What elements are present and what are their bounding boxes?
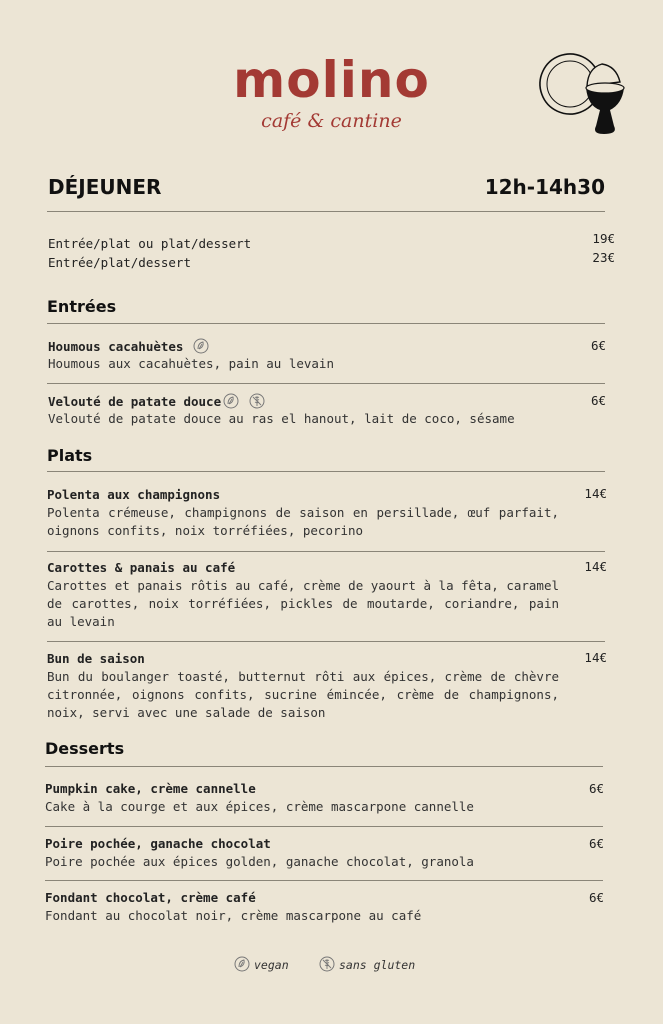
- section-title-entrees: Entrées: [47, 297, 117, 316]
- brand-tagline: café & cantine: [261, 110, 402, 132]
- menu-item-name: Fondant chocolat, crème café: [45, 890, 256, 905]
- menu-item-desc: Cake à la courge et aux épices, crème mascarpone cannelle: [45, 799, 474, 814]
- menu-item-desc: Houmous aux cacahuètes, pain au levain: [48, 356, 334, 371]
- item-price: 14€: [584, 650, 607, 665]
- menu-item-desc: Fondant au chocolat noir, crème mascarpone au café: [45, 908, 422, 923]
- item-price: 6€: [590, 393, 606, 408]
- vegan-leaf-icon: [193, 338, 209, 354]
- legend-gluten-free: [319, 956, 415, 972]
- menu-item-desc: Bun du boulanger toasté, butternut rôti aux épices, crème de chèvre citronnée, oignons confits, sucrine émincée, crème de champignons, noix, servi avec une salade de saison: [47, 669, 559, 720]
- divider: [45, 766, 603, 767]
- menu-item-desc: Poire pochée aux épices golden, ganache chocolat, granola: [45, 854, 474, 869]
- legend-vegan-label: vegan: [254, 958, 289, 972]
- menu-item-name: Pumpkin cake, crème cannelle: [45, 781, 256, 796]
- item-name-text: Velouté de patate douce: [48, 394, 222, 409]
- menu-item-desc: Velouté de patate douce au ras el hanout, lait de coco, sésame: [48, 411, 515, 426]
- menu-item-name: [48, 393, 265, 409]
- divider: [47, 383, 605, 384]
- legend-vegan: [234, 956, 289, 972]
- divider: [47, 551, 605, 552]
- menu-item-desc: Polenta crémeuse, champignons de saison en persillade, œuf parfait, oignons confits, noix torréfiées, pecorino: [47, 505, 559, 538]
- menu-item-name: Bun de saison: [47, 651, 145, 666]
- vegan-leaf-icon: [223, 393, 239, 409]
- item-name-text: Houmous cacahuètes: [48, 339, 184, 354]
- formula-price: 19€: [592, 231, 615, 246]
- menu-item-desc: Carottes et panais rôtis au café, crème de yaourt à la fêta, caramel de carottes, noix torréfiées, pickles de moutarde, coriandre, pain au levain: [47, 578, 559, 629]
- menu-item-name: Polenta aux champignons: [47, 487, 221, 502]
- formula-price: 23€: [592, 250, 615, 265]
- item-price: 6€: [590, 338, 606, 353]
- item-price: 6€: [588, 781, 604, 796]
- divider: [45, 880, 603, 881]
- divider: [47, 471, 605, 472]
- formula-label: Entrée/plat ou plat/dessert: [48, 236, 252, 251]
- item-price: 6€: [588, 890, 604, 905]
- gluten-free-wheat-icon: [319, 956, 335, 972]
- vegan-leaf-icon: [234, 956, 250, 972]
- divider: [47, 323, 605, 324]
- gluten-free-wheat-icon: [249, 393, 265, 409]
- egg-cup-illustration: [532, 46, 632, 138]
- formula-label: Entrée/plat/dessert: [48, 255, 191, 270]
- item-price: 14€: [584, 486, 607, 501]
- menu-item-name: [48, 338, 209, 354]
- section-title-plats: Plats: [47, 446, 93, 465]
- section-title-desserts: Desserts: [45, 739, 125, 758]
- item-price: 14€: [584, 559, 607, 574]
- divider: [45, 826, 603, 827]
- menu-item-name: Poire pochée, ganache chocolat: [45, 836, 271, 851]
- divider: [47, 641, 605, 642]
- service-hours: 12h-14h30: [484, 175, 605, 199]
- brand-logo: molino: [233, 51, 430, 109]
- legend-gluten-free-label: sans gluten: [339, 958, 416, 972]
- menu-item-name: Carottes & panais au café: [47, 560, 236, 575]
- divider: [47, 211, 605, 212]
- item-price: 6€: [588, 836, 604, 851]
- page-title: DÉJEUNER: [48, 175, 162, 199]
